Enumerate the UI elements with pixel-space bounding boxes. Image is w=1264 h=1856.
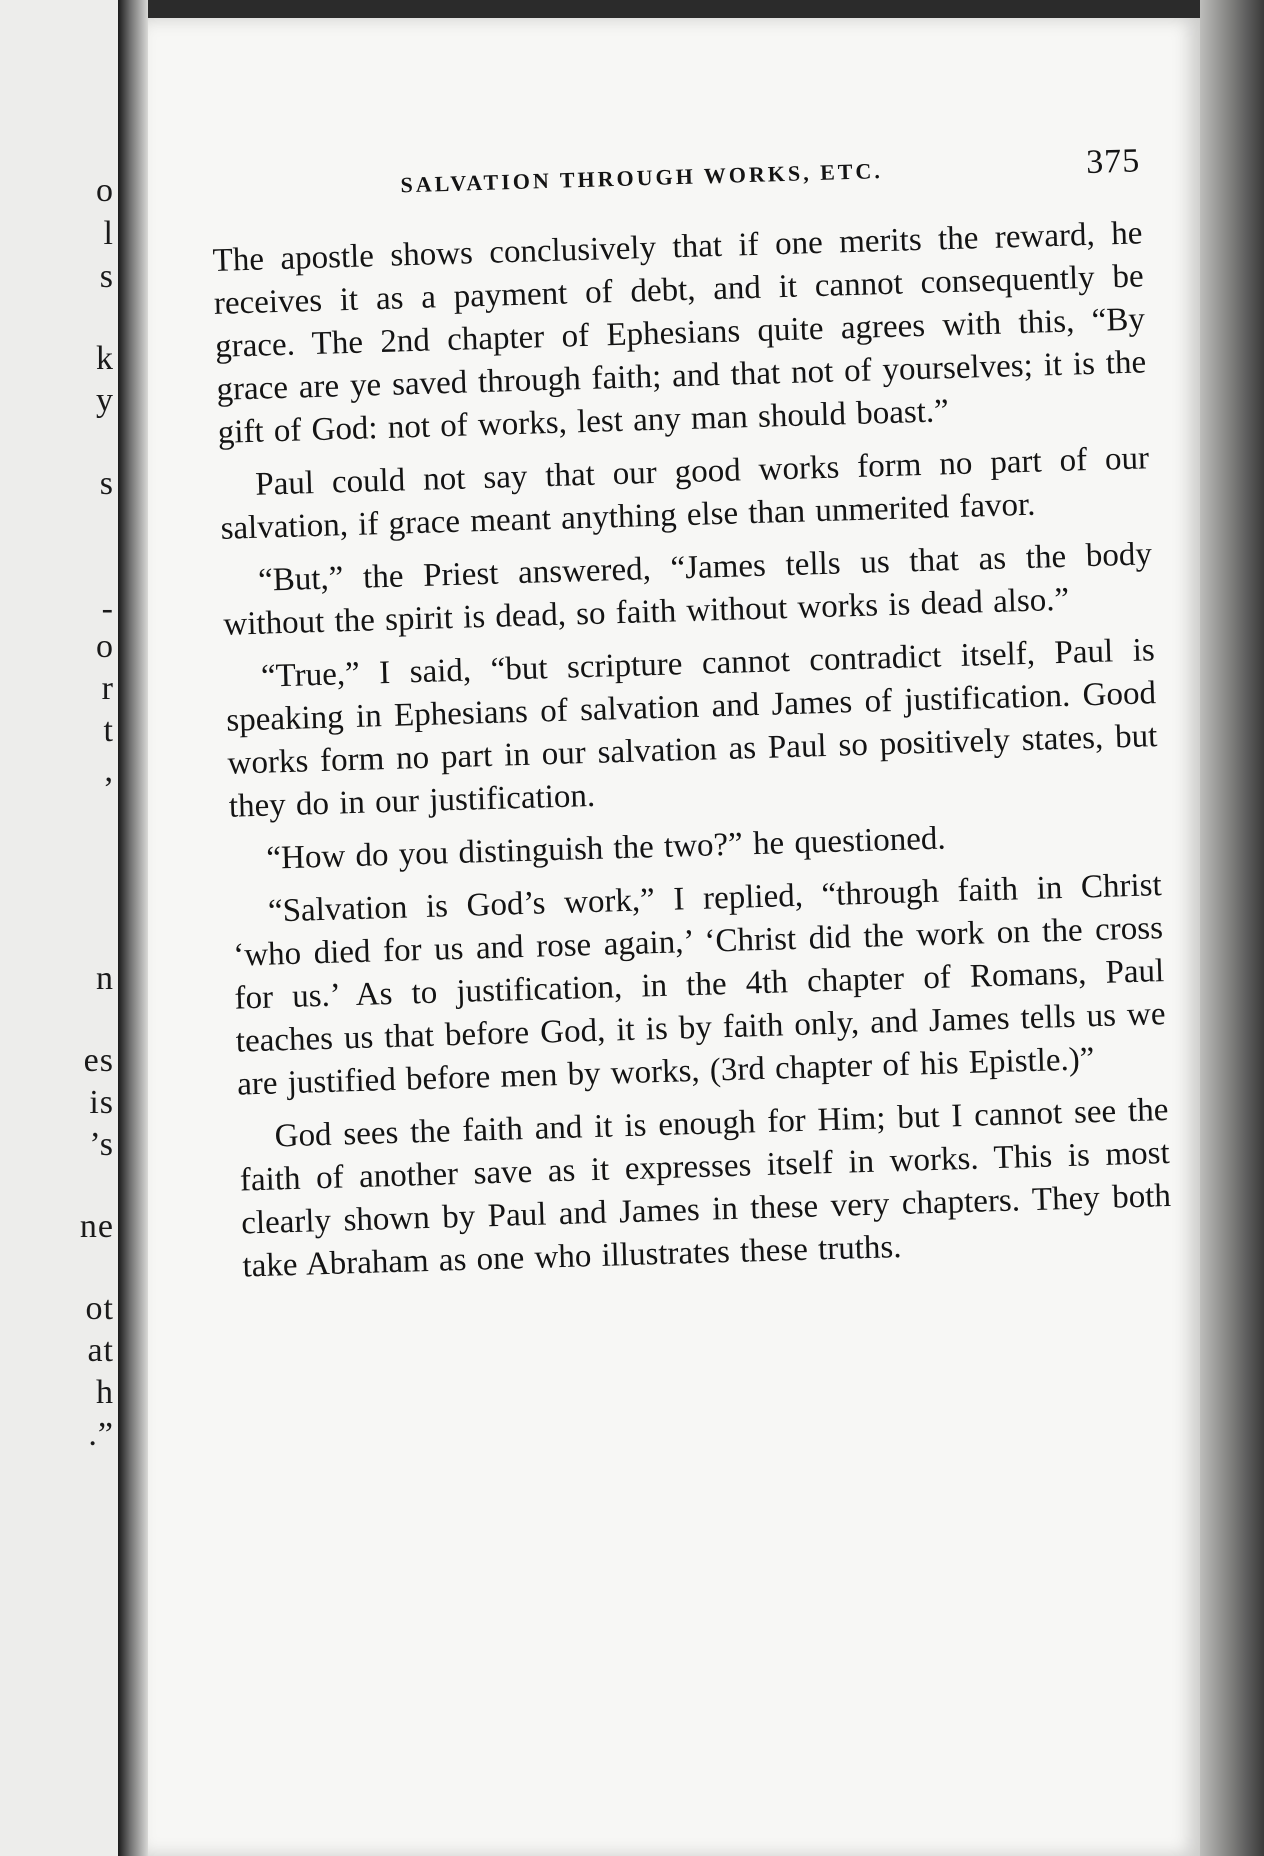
left-fragment: n xyxy=(96,960,114,997)
facing-page-fragment xyxy=(0,0,122,1856)
left-fragment: ne xyxy=(79,1208,114,1245)
left-fragment: t xyxy=(103,712,114,749)
left-fragment: s xyxy=(99,258,114,295)
left-fragment: y xyxy=(96,382,114,419)
paragraph: Paul could not say that our good works form no part of our salvation, if grace meant anything else than unmerited favor. xyxy=(220,440,1150,547)
left-fragment: at xyxy=(87,1332,114,1369)
page-number: 375 xyxy=(1085,142,1141,181)
book-page xyxy=(148,18,1200,1856)
left-fragment: is xyxy=(89,1084,114,1121)
paragraph: The apostle shows conclusively that if one merits the reward, he receives it as a payment of debt, and it cannot consequently be grace. The 2nd chapter of Ephesians quite agrees with this, “By grace are ye saved through faith; and that not of yourselves; it is the gift of God: not of works, lest any man should boast.” xyxy=(212,215,1147,451)
left-fragment: h xyxy=(96,1374,114,1411)
left-fragment: r xyxy=(101,670,114,707)
left-fragment: l xyxy=(103,215,114,252)
paragraph: “True,” I said, “but scripture cannot contradict itself, Paul is speaking in Ephesians of salvation and James of justification. Good works form no part in our salvation as Paul so positively states, but they do in our justification. xyxy=(225,632,1158,825)
page-text-block xyxy=(210,142,1173,1298)
left-fragment: .” xyxy=(88,1416,114,1453)
paragraph: “How do you distinguish the two?” he questioned. xyxy=(265,820,947,877)
left-fragment: es xyxy=(83,1042,114,1079)
left-fragment: k xyxy=(96,340,114,377)
page-edge-shadow xyxy=(1200,0,1264,1856)
book-gutter xyxy=(118,0,148,1856)
left-fragment: ’s xyxy=(89,1126,114,1163)
paragraph: “Salvation is God’s work,” I replied, “through faith in Christ ‘who died for us and rose again,’ ‘Christ did the work on the cross for us.’ As to justification, in the 4th chapter of Romans, Paul teaches us that before God, it is by faith only, and James tells us we are justified before men by works, (3rd chapter of his Epistle.)” xyxy=(232,867,1166,1103)
left-fragment: o xyxy=(96,628,114,665)
left-fragment: - xyxy=(101,590,114,627)
left-fragment: ot xyxy=(85,1290,114,1327)
running-head: SALVATION THROUGH WORKS, ETC. xyxy=(400,158,884,198)
paragraph: God sees the faith and it is enough for Him; but I cannot see the faith of another save as it expresses itself in works. This is most clearly shown by Paul and James in these very chapters. They both take Abraham as one who illustrates these truths. xyxy=(239,1091,1172,1285)
left-fragment: , xyxy=(104,752,114,789)
left-fragment: s xyxy=(99,465,114,502)
left-fragment: o xyxy=(96,172,114,209)
paragraph: “But,” the Priest answered, “James tells us that as the body without the spirit is dead, so faith without works is dead also.” xyxy=(222,536,1153,643)
